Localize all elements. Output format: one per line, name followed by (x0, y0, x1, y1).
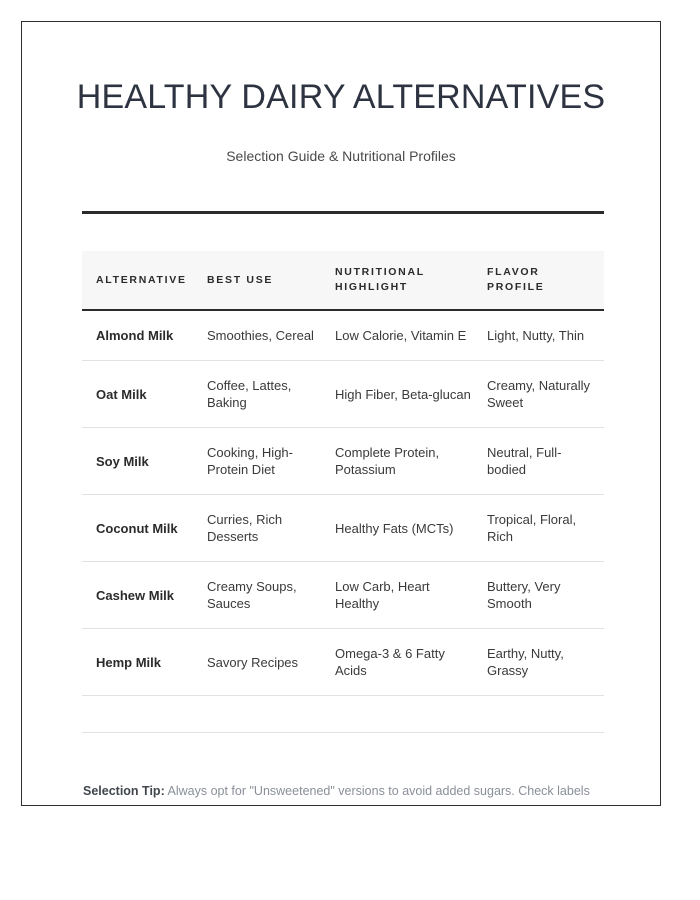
dairy-alternatives-table (82, 251, 604, 733)
cell-flavor-profile: Buttery, Very Smooth (487, 562, 604, 629)
cell-empty (82, 696, 207, 733)
cell-flavor-profile: Light, Nutty, Thin (487, 310, 604, 361)
cell-best-use: Curries, Rich Desserts (207, 495, 335, 562)
cell-best-use: Creamy Soups, Sauces (207, 562, 335, 629)
table-header (82, 251, 604, 310)
cell-best-use: Cooking, High-Protein Diet (207, 428, 335, 495)
table-row (82, 562, 604, 629)
table-row (82, 310, 604, 361)
page-title: HEALTHY DAIRY ALTERNATIVES (76, 78, 606, 116)
table-row (82, 495, 604, 562)
selection-tip-note (83, 782, 613, 800)
cell-nutritional-highlight: Complete Protein, Potassium (335, 428, 487, 495)
selection-tip-label: Selection Tip: (83, 784, 165, 798)
cell-flavor-profile: Earthy, Nutty, Grassy (487, 629, 604, 696)
column-header-best-use[interactable]: BEST USE (207, 251, 335, 310)
selection-tip-text: Always opt for "Unsweetened" versions to avoid added sugars. Check labels (164, 784, 590, 798)
table-row (82, 361, 604, 428)
cell-best-use: Smoothies, Cereal (207, 310, 335, 361)
cell-empty (335, 696, 487, 733)
cell-alternative: Coconut Milk (82, 495, 207, 562)
title-divider-rule (82, 211, 604, 214)
cell-alternative: Cashew Milk (82, 562, 207, 629)
column-header-nutritional-highlight[interactable]: NUTRITIONAL HIGHLIGHT (335, 251, 487, 310)
cell-nutritional-highlight: Low Calorie, Vitamin E (335, 310, 487, 361)
table-row-empty (82, 696, 604, 733)
cell-best-use: Savory Recipes (207, 629, 335, 696)
cell-nutritional-highlight: Healthy Fats (MCTs) (335, 495, 487, 562)
table-row (82, 629, 604, 696)
cell-empty (207, 696, 335, 733)
cell-empty (487, 696, 604, 733)
table-header-row (82, 251, 604, 310)
cell-alternative: Soy Milk (82, 428, 207, 495)
table-row (82, 428, 604, 495)
cell-nutritional-highlight: Omega-3 & 6 Fatty Acids (335, 629, 487, 696)
cell-best-use: Coffee, Lattes, Baking (207, 361, 335, 428)
cell-alternative: Almond Milk (82, 310, 207, 361)
page-subtitle: Selection Guide & Nutritional Profiles (226, 148, 456, 164)
column-header-alternative[interactable]: ALTERNATIVE (82, 251, 207, 310)
cell-flavor-profile: Creamy, Naturally Sweet (487, 361, 604, 428)
column-header-flavor-profile[interactable]: FLAVOR PROFILE (487, 251, 604, 310)
cell-flavor-profile: Neutral, Full-bodied (487, 428, 604, 495)
cell-flavor-profile: Tropical, Floral, Rich (487, 495, 604, 562)
cell-alternative: Hemp Milk (82, 629, 207, 696)
cell-nutritional-highlight: High Fiber, Beta-glucan (335, 361, 487, 428)
cell-alternative: Oat Milk (82, 361, 207, 428)
alternatives-table-container (82, 251, 604, 733)
document-page (21, 21, 661, 806)
table-body (82, 310, 604, 733)
cell-nutritional-highlight: Low Carb, Heart Healthy (335, 562, 487, 629)
